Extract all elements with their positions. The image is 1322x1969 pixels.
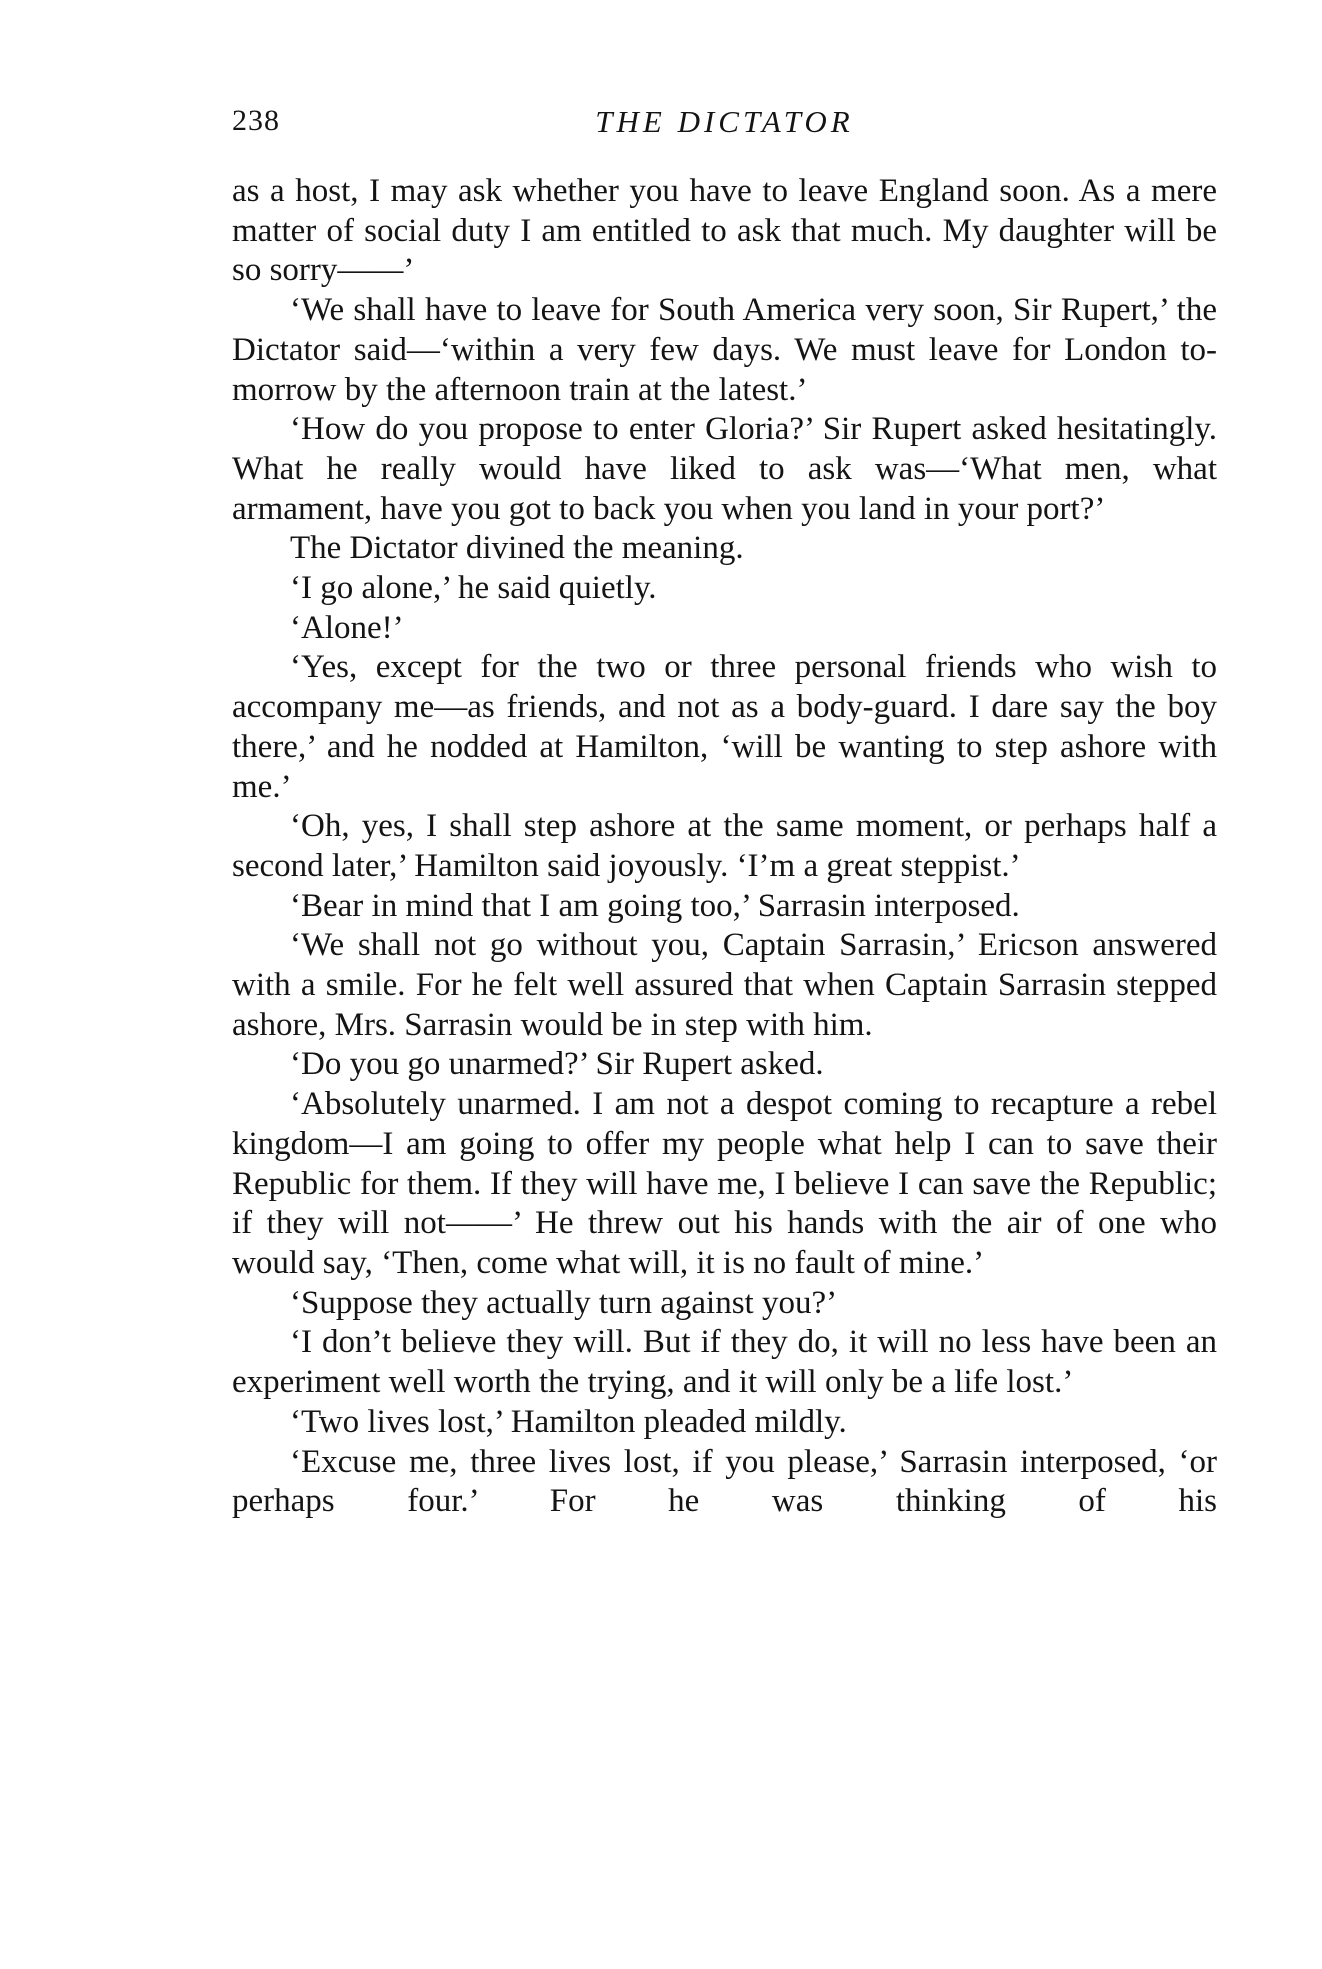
paragraph: ‘Do you go unarmed?’ Sir Rupert asked.	[290, 1046, 824, 1083]
paragraph: ‘Oh, yes, I shall step ashore at the same moment, or perhaps half a second later,’ Hamilton said joyously. ‘I’m a great steppist.’	[232, 808, 1217, 884]
running-head	[232, 104, 1217, 152]
paragraph: The Dictator divined the meaning.	[290, 530, 744, 567]
paragraph: ‘Excuse me, three lives lost, if you please,’ Sarrasin interposed, ‘or perhaps four.’ For he was thinking of his	[232, 1443, 1217, 1520]
page-title: THE DICTATOR	[595, 104, 854, 139]
paragraph: ‘Suppose they actually turn against you?’	[290, 1284, 838, 1321]
paragraph: ‘I don’t believe they will. But if they do, it will no less have been an experiment well worth the trying, and it will only be a life lost.’	[232, 1324, 1217, 1401]
paragraph: ‘Yes, except for the two or three personal friends who wish to accompany me—as friends, and not as a body-guard. I dare say the boy there,’ and he nodded at Hamilton, ‘will be wanting to step ashore with me.’	[232, 649, 1217, 805]
paragraph: ‘I go alone,’ he said quietly.	[290, 570, 657, 607]
paragraph: ‘How do you propose to enter Gloria?’ Sir Rupert asked hesitatingly. What he really would have liked to ask was—‘What men, what armament, have you got to back you when you land in your port?’	[232, 411, 1217, 527]
page-number: 238	[232, 104, 280, 137]
paragraph: ‘Bear in mind that I am going too,’ Sarrasin interposed.	[290, 887, 1020, 924]
paragraph: ‘Alone!’	[290, 609, 404, 646]
paragraph: ‘We shall not go without you, Captain Sarrasin,’ Ericson answered with a smile. For he felt well assured that when Captain Sarrasin stepped ashore, Mrs. Sarrasin would be in step with him.	[232, 927, 1217, 1043]
paragraph: ‘We shall have to leave for South America very soon, Sir Rupert,’ the Dictator said—‘within a very few days. We must leave for London to-morrow by the afternoon train at the latest.’	[232, 292, 1217, 408]
paragraph: ‘Two lives lost,’ Hamilton pleaded mildly.	[290, 1403, 847, 1440]
paragraph: as a host, I may ask whether you have to leave England soon. As a mere matter of social duty I am entitled to ask that much. My daughter will be so sorry——’	[232, 173, 1217, 289]
paragraph: ‘Absolutely unarmed. I am not a despot coming to recapture a rebel kingdom—I am going to offer my people what help I can to save their Republic for them. If they will have me, I believe I can save the Republic; if they will not——’ He threw out his hands with the air of one who would say, ‘Then, come what will, it is no fault of mine.’	[232, 1086, 1217, 1281]
body-text	[232, 172, 1217, 1522]
